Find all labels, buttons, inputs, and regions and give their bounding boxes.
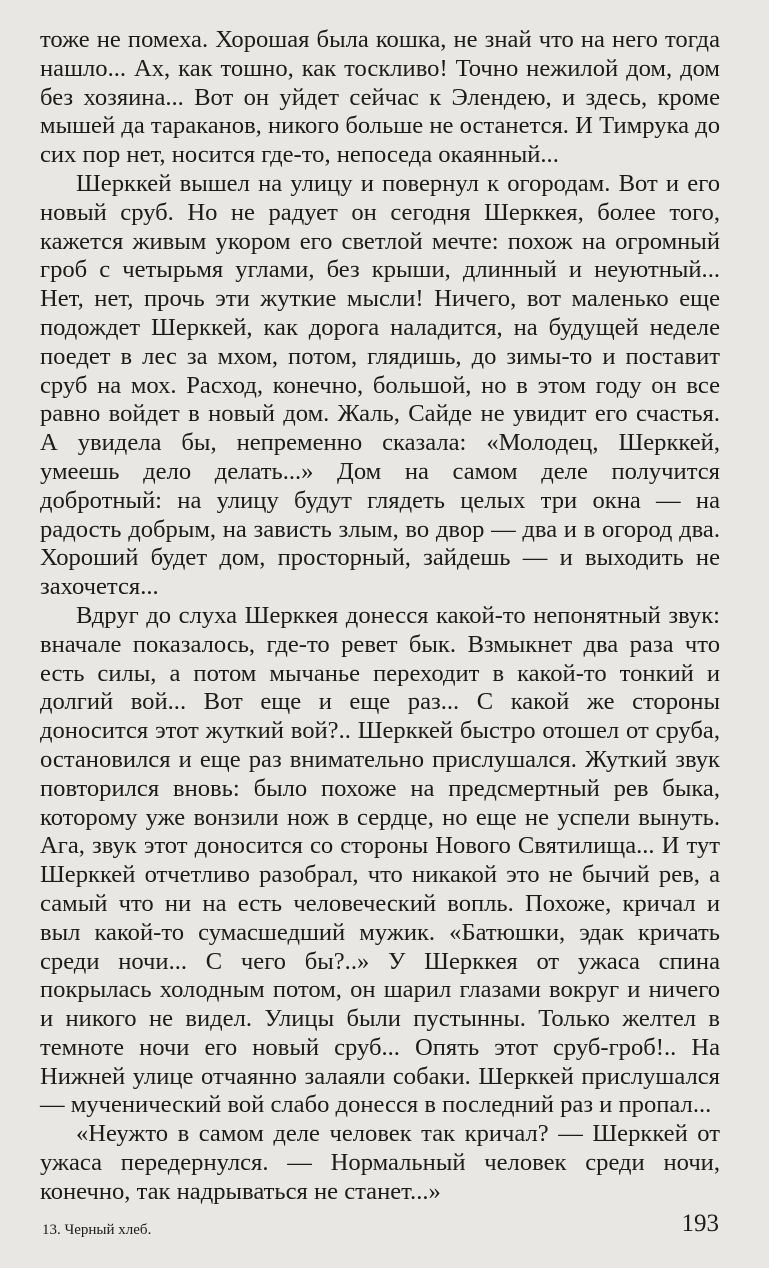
- paragraph-3: Вдруг до слуха Шерккея донесся какой-то непонятный звук: вначале показалось, где-то ревет бык. Взмыкнет два раза что есть силы, а потом мычанье переходит в какой-то тонкий и долгий вой... Вот еще и еще раз... С какой же стороны доносится этот жуткий вой?.. Шерккей быстро отошел от сруба, остановился и еще раз внимательно прислушался. Жуткий звук повторился вновь: было похоже на предсмертный рев быка, которому уже вонзили нож в сердце, но еще не успели вынуть. Ага, звук этот доносится со стороны Нового Святилища... И тут Шерккей отчетливо разобрал, что никакой это не бычий рев, а самый что ни на есть человеческий вопль. Похоже, кричал и выл какой-то сумасшедший мужик. «Батюшки, эдак кричать среди ночи... С чего бы?..» У Шерккея от ужаса спина покрылась холодным потом, он шарил глазами вокруг и ничего и никого не видел. Улицы были пустынны. Только желтел в темноте ночи его новый сруб... Опять этот сруб-гроб!.. На Нижней улице отчаянно залаяли собаки. Шерккей прислушался — мученический вой слабо донесся в последний раз и пропал...: [40, 601, 720, 1119]
- printer-signature: 13. Черный хлеб.: [42, 1222, 152, 1238]
- page-number: 193: [681, 1210, 719, 1237]
- paragraph-2: Шерккей вышел на улицу и повернул к огородам. Вот и его новый сруб. Но не радует он сегодня Шерккея, более того, кажется живым укором его светлой мечте: похож на огромный гроб с четырьмя углами, без крыши, длинный и неуютный... Нет, нет, прочь эти жуткие мысли! Ничего, вот маленько еще подождет Шерккей, как дорога наладится, на будущей неделе поедет в лес за мхом, потом, глядишь, до зимы-то и поставит сруб на мох. Расход, конечно, большой, но в этом году он все равно войдет в новый дом. Жаль, Сайде не увидит его счастья. А увидела бы, непременно сказала: «Молодец, Шерккей, умеешь дело делать...» Дом на самом деле получится добротный: на улицу будут глядеть целых три окна — на радость добрым, на зависть злым, во двор — два и в огород два. Хороший будет дом, просторный, зайдешь — и выходить не захочется...: [40, 169, 720, 601]
- paragraph-4: «Неужто в самом деле человек так кричал? — Шерккей от ужаса передернулся. — Нормальный человек среди ночи, конечно, так надрываться не станет...»: [40, 1120, 720, 1205]
- paragraph-1: тоже не помеха. Хорошая была кошка, не знай что на него тогда нашло... Ах, как тошно, как тоскливо! Точно нежилой дом, дом без хозяина... Вот он уйдет сейчас к Элендею, и здесь, кроме мышей да тараканов, никого больше не останется. И Тимрука до сих пор нет, носится где-то, непоседа окаянный...: [40, 26, 720, 169]
- page-text: [40, 26, 720, 1207]
